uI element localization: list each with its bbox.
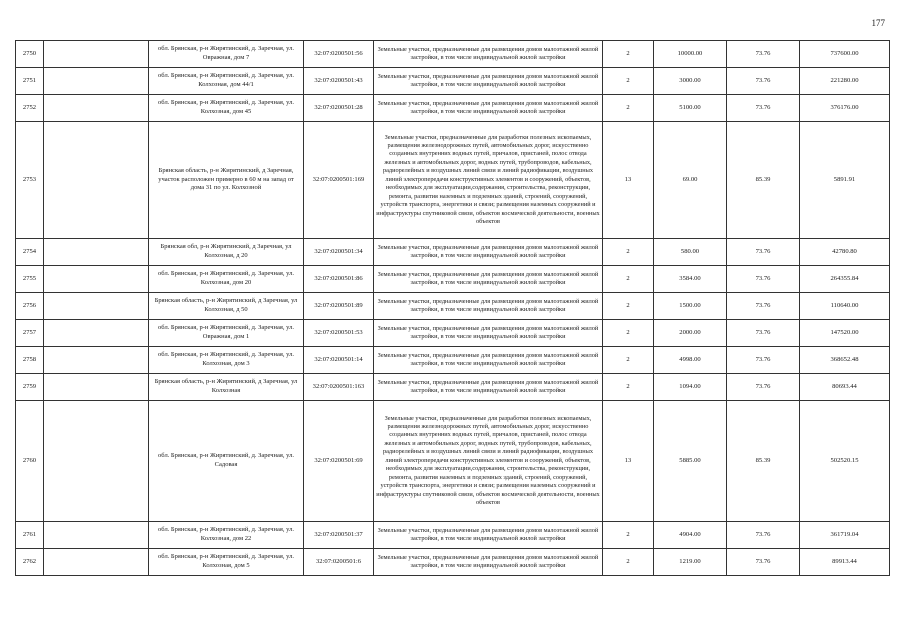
area-value: 1500.00: [654, 293, 727, 320]
row-number: 2754: [16, 239, 44, 266]
group-number: 2: [603, 266, 654, 293]
cadastral-number: 32:07:0200501:56: [304, 41, 374, 68]
land-use-purpose: Земельные участки, предназначенные для размещения домов малоэтажной жилой застройки, в том числе индивидуальной жилой застройки: [374, 320, 603, 347]
blank-cell: [44, 401, 149, 522]
area-value: 4998.00: [654, 347, 727, 374]
address-cell: Брянская область, р-н Жирятинский, д Заречная, ул Колхозная: [149, 374, 304, 401]
cadastral-value: 361719.04: [800, 522, 890, 549]
cadastral-value: 368652.48: [800, 347, 890, 374]
address-cell: Брянская обл, р-н Жирятинский, д Заречная, ул Колхозная, д 20: [149, 239, 304, 266]
table-row: [16, 122, 890, 239]
row-number: 2753: [16, 122, 44, 239]
land-use-purpose: Земельные участки, предназначенные для размещения домов малоэтажной жилой застройки, в том числе индивидуальной жилой застройки: [374, 95, 603, 122]
land-use-purpose: Земельные участки, предназначенные для размещения домов малоэтажной жилой застройки, в том числе индивидуальной жилой застройки: [374, 41, 603, 68]
area-value: 3584.00: [654, 266, 727, 293]
cadastral-value: 264355.84: [800, 266, 890, 293]
row-number: 2761: [16, 522, 44, 549]
row-number: 2752: [16, 95, 44, 122]
address-cell: обл. Брянская, р-н Жирятинский, д. Заречная, ул. Колхозная, дом 5: [149, 549, 304, 576]
land-use-purpose: Земельные участки, предназначенные для размещения домов малоэтажной жилой застройки, в том числе индивидуальной жилой застройки: [374, 549, 603, 576]
address-cell: обл. Брянская, р-н Жирятинский, д. Заречная, ул. Колхозная, дом 45: [149, 95, 304, 122]
area-value: 5100.00: [654, 95, 727, 122]
table-row: [16, 374, 890, 401]
row-number: 2750: [16, 41, 44, 68]
row-number: 2756: [16, 293, 44, 320]
row-number: 2762: [16, 549, 44, 576]
blank-cell: [44, 95, 149, 122]
table-row: [16, 320, 890, 347]
cadastral-value: 80693.44: [800, 374, 890, 401]
blank-cell: [44, 374, 149, 401]
blank-cell: [44, 347, 149, 374]
specific-value: 73.76: [727, 374, 800, 401]
specific-value: 73.76: [727, 41, 800, 68]
land-use-purpose: Земельные участки, предназначенные для размещения домов малоэтажной жилой застройки, в том числе индивидуальной жилой застройки: [374, 239, 603, 266]
cadastral-number: 32:07:0200501:89: [304, 293, 374, 320]
table-row: [16, 68, 890, 95]
blank-cell: [44, 266, 149, 293]
blank-cell: [44, 68, 149, 95]
cadastral-value-table: [15, 40, 890, 576]
group-number: 2: [603, 95, 654, 122]
row-number: 2760: [16, 401, 44, 522]
cadastral-value: 5891.91: [800, 122, 890, 239]
cadastral-value: 221280.00: [800, 68, 890, 95]
land-use-purpose: Земельные участки, предназначенные для разработки полезных ископаемых, размещения железнодорожных путей, автомобильных дорог, искусственно созданных внутренних водных путей, причалов, пристаней, полос отвода железных и автомобильных дорог, водных путей, трубопроводов, кабельных, радиорелейных и воздушных линий связи и линий радиофикации, воздушных линий электропередачи конструктивных элементов и сооружений, объектов, необходимых для эксплуатации,содержания, строительства, реконструкции, ремонта, развития наземных и подземных зданий, строений, сооружений, устройств транспорта, энергетики и связи; размещения наземных сооружений и инфраструктуры спутниковой связи, объектов космической деятельности, военных объектов: [374, 401, 603, 522]
area-value: 5885.00: [654, 401, 727, 522]
row-number: 2759: [16, 374, 44, 401]
group-number: 13: [603, 401, 654, 522]
blank-cell: [44, 41, 149, 68]
address-cell: обл. Брянская, р-н Жирятинский, д. Заречная, ул. Колхозная, дом 22: [149, 522, 304, 549]
cadastral-value: 110640.00: [800, 293, 890, 320]
cadastral-number: 32:07:0200501:43: [304, 68, 374, 95]
group-number: 2: [603, 320, 654, 347]
address-cell: обл. Брянская, р-н Жирятинский, д. Заречная, ул. Садовая: [149, 401, 304, 522]
cadastral-number: 32:07:0200501:86: [304, 266, 374, 293]
address-cell: Брянская область, р-н Жирятинский, д Заречная, ул Колхозная, д 50: [149, 293, 304, 320]
table-row: [16, 293, 890, 320]
table-row: [16, 239, 890, 266]
specific-value: 73.76: [727, 293, 800, 320]
land-use-purpose: Земельные участки, предназначенные для разработки полезных ископаемых, размещения железнодорожных путей, автомобильных дорог, искусственно созданных внутренних водных путей, причалов, пристаней, полос отвода железных и автомобильных дорог, водных путей, трубопроводов, кабельных, радиорелейных и воздушных линий связи и линий радиофикации, воздушных линий электропередачи конструктивных элементов и сооружений, объектов, необходимых для эксплуатации,содержания, строительства, реконструкции, ремонта, развития наземных и подземных зданий, строений, сооружений, устройств транспорта, энергетики и связи; размещения наземных сооружений и инфраструктуры спутниковой связи, объектов космической деятельности, военных объектов: [374, 122, 603, 239]
cadastral-number: 32:07:0200501:6: [304, 549, 374, 576]
cadastral-number: 32:07:0200501:163: [304, 374, 374, 401]
area-value: 580.00: [654, 239, 727, 266]
area-value: 69.00: [654, 122, 727, 239]
table-row: [16, 41, 890, 68]
cadastral-value: 376176.00: [800, 95, 890, 122]
specific-value: 85.39: [727, 401, 800, 522]
address-cell: обл. Брянская, р-н Жирятинский, д. Заречная, ул. Колхозная, дом 20: [149, 266, 304, 293]
specific-value: 73.76: [727, 522, 800, 549]
specific-value: 85.39: [727, 122, 800, 239]
row-number: 2755: [16, 266, 44, 293]
cadastral-number: 32:07:0200501:14: [304, 347, 374, 374]
page-number: 177: [871, 18, 885, 28]
specific-value: 73.76: [727, 266, 800, 293]
group-number: 2: [603, 549, 654, 576]
cadastral-value: 502520.15: [800, 401, 890, 522]
table-row: [16, 549, 890, 576]
area-value: 10000.00: [654, 41, 727, 68]
table-row: [16, 95, 890, 122]
land-use-purpose: Земельные участки, предназначенные для размещения домов малоэтажной жилой застройки, в том числе индивидуальной жилой застройки: [374, 266, 603, 293]
cadastral-number: 32:07:0200501:53: [304, 320, 374, 347]
address-cell: обл. Брянская, р-н Жирятинский, д. Заречная, ул. Колхозная, дом 44/1: [149, 68, 304, 95]
land-use-purpose: Земельные участки, предназначенные для размещения домов малоэтажной жилой застройки, в том числе индивидуальной жилой застройки: [374, 374, 603, 401]
specific-value: 73.76: [727, 347, 800, 374]
group-number: 13: [603, 122, 654, 239]
blank-cell: [44, 549, 149, 576]
area-value: 1094.00: [654, 374, 727, 401]
row-number: 2758: [16, 347, 44, 374]
area-value: 3000.00: [654, 68, 727, 95]
cadastral-value: 89913.44: [800, 549, 890, 576]
table-row: [16, 401, 890, 522]
group-number: 2: [603, 239, 654, 266]
cadastral-number: 32:07:0200501:169: [304, 122, 374, 239]
group-number: 2: [603, 522, 654, 549]
cadastral-value: 42780.80: [800, 239, 890, 266]
address-cell: Брянская область, р-н Жирятинский, д Заречная, участок расположен примерно в 60 м на запад от дома 31 по ул. Колхозной: [149, 122, 304, 239]
table-row: [16, 522, 890, 549]
cadastral-number: 32:07:0200501:69: [304, 401, 374, 522]
group-number: 2: [603, 374, 654, 401]
specific-value: 73.76: [727, 95, 800, 122]
address-cell: обл. Брянская, р-н Жирятинский, д. Заречная, ул. Колхозная, дом 3: [149, 347, 304, 374]
blank-cell: [44, 320, 149, 347]
specific-value: 73.76: [727, 320, 800, 347]
cadastral-number: 32:07:0200501:28: [304, 95, 374, 122]
cadastral-number: 32:07:0200501:34: [304, 239, 374, 266]
specific-value: 73.76: [727, 549, 800, 576]
blank-cell: [44, 522, 149, 549]
address-cell: обл. Брянская, р-н Жирятинский, д. Заречная, ул. Овражная, дом 1: [149, 320, 304, 347]
address-cell: обл. Брянская, р-н Жирятинский, д. Заречная, ул. Овражная, дом 7: [149, 41, 304, 68]
row-number: 2751: [16, 68, 44, 95]
land-use-purpose: Земельные участки, предназначенные для размещения домов малоэтажной жилой застройки, в том числе индивидуальной жилой застройки: [374, 347, 603, 374]
group-number: 2: [603, 41, 654, 68]
cadastral-number: 32:07:0200501:37: [304, 522, 374, 549]
specific-value: 73.76: [727, 68, 800, 95]
blank-cell: [44, 239, 149, 266]
land-use-purpose: Земельные участки, предназначенные для размещения домов малоэтажной жилой застройки, в том числе индивидуальной жилой застройки: [374, 522, 603, 549]
land-use-purpose: Земельные участки, предназначенные для размещения домов малоэтажной жилой застройки, в том числе индивидуальной жилой застройки: [374, 68, 603, 95]
specific-value: 73.76: [727, 239, 800, 266]
cadastral-value: 737600.00: [800, 41, 890, 68]
group-number: 2: [603, 293, 654, 320]
group-number: 2: [603, 347, 654, 374]
blank-cell: [44, 293, 149, 320]
blank-cell: [44, 122, 149, 239]
row-number: 2757: [16, 320, 44, 347]
area-value: 1219.00: [654, 549, 727, 576]
cadastral-value: 147520.00: [800, 320, 890, 347]
group-number: 2: [603, 68, 654, 95]
area-value: 4904.00: [654, 522, 727, 549]
table-row: [16, 347, 890, 374]
land-use-purpose: Земельные участки, предназначенные для размещения домов малоэтажной жилой застройки, в том числе индивидуальной жилой застройки: [374, 293, 603, 320]
table-row: [16, 266, 890, 293]
area-value: 2000.00: [654, 320, 727, 347]
